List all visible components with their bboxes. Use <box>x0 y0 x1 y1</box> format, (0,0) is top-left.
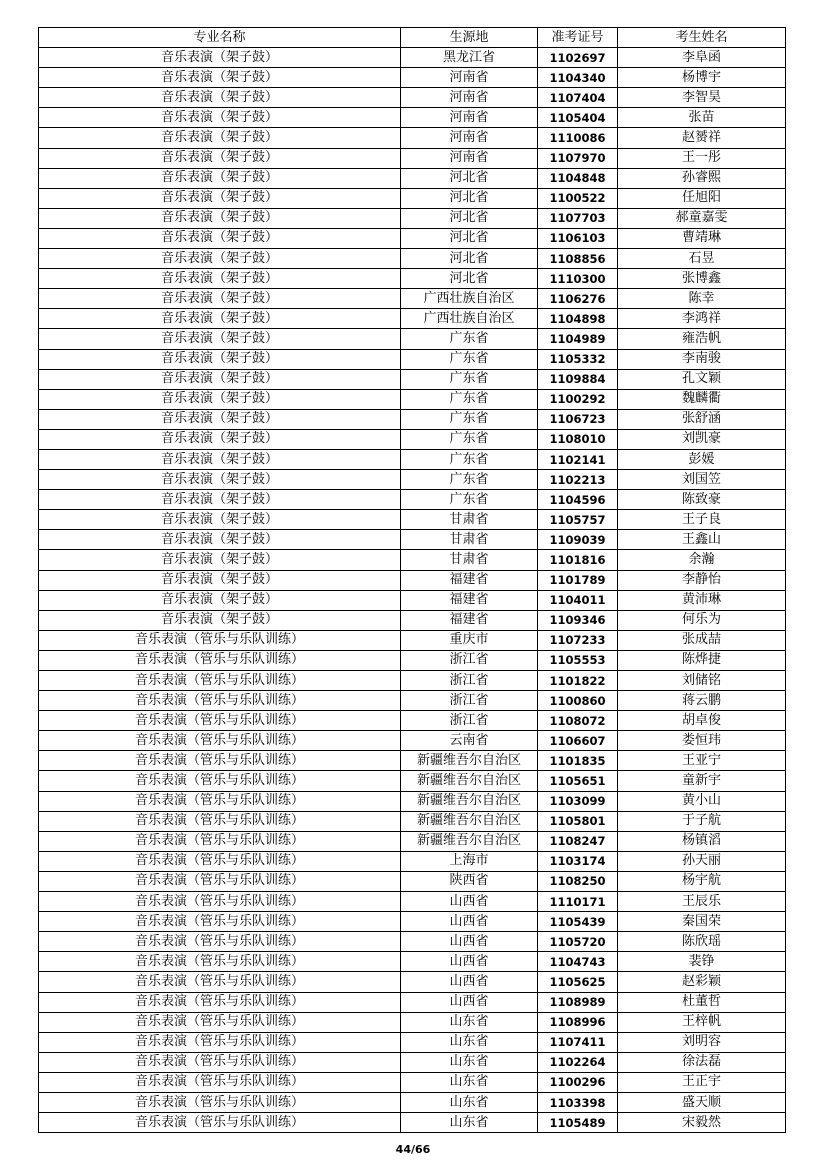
cell-origin: 河北省 <box>401 269 538 289</box>
cell-origin: 浙江省 <box>401 650 538 670</box>
cell-major: 音乐表演（管乐与乐队训练） <box>39 932 401 952</box>
cell-name: 胡卓俊 <box>618 711 786 731</box>
cell-name: 赵彩颖 <box>618 972 786 992</box>
cell-major: 音乐表演（管乐与乐队训练） <box>39 871 401 891</box>
table-row <box>39 148 786 168</box>
cell-major: 音乐表演（管乐与乐队训练） <box>39 952 401 972</box>
cell-origin: 陕西省 <box>401 871 538 891</box>
cell-name: 刘明容 <box>618 1032 786 1052</box>
cell-name: 郝童嘉雯 <box>618 208 786 228</box>
cell-exam-id: 1103174 <box>538 851 618 871</box>
table-row <box>39 128 786 148</box>
cell-name: 刘国笠 <box>618 470 786 490</box>
cell-origin: 山东省 <box>401 1072 538 1092</box>
cell-major: 音乐表演（管乐与乐队训练） <box>39 1072 401 1092</box>
cell-major: 音乐表演（架子鼓） <box>39 329 401 349</box>
cell-major: 音乐表演（管乐与乐队训练） <box>39 771 401 791</box>
cell-major: 音乐表演（架子鼓） <box>39 449 401 469</box>
cell-exam-id: 1108072 <box>538 711 618 731</box>
cell-exam-id: 1105332 <box>538 349 618 369</box>
cell-exam-id: 1107703 <box>538 208 618 228</box>
cell-origin: 山西省 <box>401 972 538 992</box>
cell-origin: 山东省 <box>401 1032 538 1052</box>
cell-origin: 广东省 <box>401 349 538 369</box>
cell-name: 娄恒玮 <box>618 731 786 751</box>
table-row <box>39 1072 786 1092</box>
cell-exam-id: 1101835 <box>538 751 618 771</box>
cell-exam-id: 1105757 <box>538 510 618 530</box>
cell-origin: 河南省 <box>401 108 538 128</box>
table-row <box>39 349 786 369</box>
cell-major: 音乐表演（管乐与乐队训练） <box>39 972 401 992</box>
page-number: 44/66 <box>395 1143 431 1156</box>
cell-exam-id: 1100296 <box>538 1072 618 1092</box>
cell-origin: 广东省 <box>401 329 538 349</box>
cell-exam-id: 1101789 <box>538 570 618 590</box>
cell-exam-id: 1101822 <box>538 671 618 691</box>
cell-name: 徐法磊 <box>618 1052 786 1072</box>
cell-exam-id: 1107411 <box>538 1032 618 1052</box>
cell-name: 刘凯豪 <box>618 429 786 449</box>
cell-exam-id: 1102697 <box>538 48 618 68</box>
cell-exam-id: 1106103 <box>538 228 618 248</box>
cell-name: 王子良 <box>618 510 786 530</box>
cell-name: 裴铮 <box>618 952 786 972</box>
header-major: 专业名称 <box>39 28 401 48</box>
cell-origin: 浙江省 <box>401 691 538 711</box>
cell-name: 彭媛 <box>618 449 786 469</box>
admission-list-table <box>38 27 786 1133</box>
cell-name: 刘储铭 <box>618 671 786 691</box>
table-row <box>39 871 786 891</box>
cell-name: 王一彤 <box>618 148 786 168</box>
cell-major: 音乐表演（管乐与乐队训练） <box>39 751 401 771</box>
cell-major: 音乐表演（架子鼓） <box>39 88 401 108</box>
cell-major: 音乐表演（管乐与乐队训练） <box>39 1032 401 1052</box>
cell-exam-id: 1105489 <box>538 1113 618 1133</box>
cell-exam-id: 1104596 <box>538 490 618 510</box>
table-row <box>39 68 786 88</box>
cell-origin: 河南省 <box>401 68 538 88</box>
cell-name: 张苗 <box>618 108 786 128</box>
cell-name: 孙睿熙 <box>618 168 786 188</box>
cell-name: 童新宇 <box>618 771 786 791</box>
table-row <box>39 570 786 590</box>
cell-exam-id: 1109884 <box>538 369 618 389</box>
cell-exam-id: 1110300 <box>538 269 618 289</box>
cell-origin: 广西壮族自治区 <box>401 309 538 329</box>
cell-exam-id: 1105720 <box>538 932 618 952</box>
cell-name: 陈幸 <box>618 289 786 309</box>
cell-exam-id: 1108989 <box>538 992 618 1012</box>
table-row <box>39 550 786 570</box>
cell-name: 李智昊 <box>618 88 786 108</box>
cell-major: 音乐表演（架子鼓） <box>39 249 401 269</box>
cell-name: 余瀚 <box>618 550 786 570</box>
cell-name: 孔文颖 <box>618 369 786 389</box>
table-row <box>39 972 786 992</box>
table-row <box>39 952 786 972</box>
cell-major: 音乐表演（管乐与乐队训练） <box>39 650 401 670</box>
cell-name: 张博鑫 <box>618 269 786 289</box>
table-row <box>39 791 786 811</box>
table-row <box>39 650 786 670</box>
cell-exam-id: 1104848 <box>538 168 618 188</box>
cell-exam-id: 1104989 <box>538 329 618 349</box>
cell-origin: 浙江省 <box>401 711 538 731</box>
cell-exam-id: 1104898 <box>538 309 618 329</box>
cell-name: 杜董哲 <box>618 992 786 1012</box>
cell-name: 宋毅然 <box>618 1113 786 1133</box>
table-row <box>39 851 786 871</box>
cell-major: 音乐表演（管乐与乐队训练） <box>39 831 401 851</box>
cell-major: 音乐表演（架子鼓） <box>39 128 401 148</box>
cell-major: 音乐表演（架子鼓） <box>39 590 401 610</box>
cell-origin: 甘肃省 <box>401 510 538 530</box>
table-row <box>39 48 786 68</box>
table-row <box>39 449 786 469</box>
cell-major: 音乐表演（架子鼓） <box>39 369 401 389</box>
cell-major: 音乐表演（架子鼓） <box>39 289 401 309</box>
cell-origin: 河北省 <box>401 249 538 269</box>
table-row <box>39 309 786 329</box>
cell-origin: 山东省 <box>401 1113 538 1133</box>
cell-origin: 河北省 <box>401 208 538 228</box>
table-row <box>39 691 786 711</box>
cell-exam-id: 1108247 <box>538 831 618 851</box>
cell-name: 黄小山 <box>618 791 786 811</box>
cell-origin: 山东省 <box>401 1092 538 1112</box>
cell-origin: 广东省 <box>401 369 538 389</box>
cell-major: 音乐表演（管乐与乐队训练） <box>39 630 401 650</box>
cell-origin: 河北省 <box>401 228 538 248</box>
cell-name: 王正宇 <box>618 1072 786 1092</box>
cell-name: 蒋云鹏 <box>618 691 786 711</box>
table-row <box>39 329 786 349</box>
table-row <box>39 269 786 289</box>
table-row <box>39 731 786 751</box>
cell-origin: 广东省 <box>401 490 538 510</box>
cell-exam-id: 1104011 <box>538 590 618 610</box>
cell-exam-id: 1105801 <box>538 811 618 831</box>
cell-origin: 河北省 <box>401 168 538 188</box>
table-row <box>39 208 786 228</box>
cell-origin: 甘肃省 <box>401 550 538 570</box>
cell-origin: 新疆维吾尔自治区 <box>401 751 538 771</box>
cell-origin: 浙江省 <box>401 671 538 691</box>
table-row <box>39 108 786 128</box>
cell-origin: 新疆维吾尔自治区 <box>401 771 538 791</box>
cell-origin: 河南省 <box>401 128 538 148</box>
cell-major: 音乐表演（架子鼓） <box>39 48 401 68</box>
table-row <box>39 1092 786 1112</box>
cell-name: 张成喆 <box>618 630 786 650</box>
cell-name: 陈烨捷 <box>618 650 786 670</box>
table-row <box>39 168 786 188</box>
cell-exam-id: 1108856 <box>538 249 618 269</box>
table-row <box>39 771 786 791</box>
cell-origin: 广西壮族自治区 <box>401 289 538 309</box>
table-row <box>39 1012 786 1032</box>
table-row <box>39 490 786 510</box>
cell-origin: 广东省 <box>401 409 538 429</box>
table-row <box>39 510 786 530</box>
cell-major: 音乐表演（架子鼓） <box>39 108 401 128</box>
cell-major: 音乐表演（架子鼓） <box>39 208 401 228</box>
table-row <box>39 751 786 771</box>
table-row <box>39 610 786 630</box>
cell-name: 孙天丽 <box>618 851 786 871</box>
cell-major: 音乐表演（管乐与乐队训练） <box>39 811 401 831</box>
cell-origin: 云南省 <box>401 731 538 751</box>
cell-origin: 山西省 <box>401 912 538 932</box>
cell-exam-id: 1103099 <box>538 791 618 811</box>
cell-origin: 黑龙江省 <box>401 48 538 68</box>
cell-exam-id: 1108010 <box>538 429 618 449</box>
cell-origin: 新疆维吾尔自治区 <box>401 831 538 851</box>
cell-major: 音乐表演（架子鼓） <box>39 530 401 550</box>
cell-major: 音乐表演（架子鼓） <box>39 429 401 449</box>
cell-exam-id: 1105625 <box>538 972 618 992</box>
cell-exam-id: 1110171 <box>538 892 618 912</box>
header-origin: 生源地 <box>401 28 538 48</box>
cell-exam-id: 1109039 <box>538 530 618 550</box>
header-exam-id: 准考证号 <box>538 28 618 48</box>
cell-major: 音乐表演（架子鼓） <box>39 309 401 329</box>
cell-origin: 河北省 <box>401 188 538 208</box>
table-row <box>39 249 786 269</box>
cell-origin: 新疆维吾尔自治区 <box>401 791 538 811</box>
cell-major: 音乐表演（管乐与乐队训练） <box>39 711 401 731</box>
cell-exam-id: 1100860 <box>538 691 618 711</box>
cell-name: 陈致豪 <box>618 490 786 510</box>
cell-exam-id: 1102264 <box>538 1052 618 1072</box>
cell-origin: 广东省 <box>401 389 538 409</box>
cell-major: 音乐表演（管乐与乐队训练） <box>39 1113 401 1133</box>
cell-origin: 山西省 <box>401 932 538 952</box>
cell-major: 音乐表演（管乐与乐队训练） <box>39 671 401 691</box>
cell-name: 任旭阳 <box>618 188 786 208</box>
cell-origin: 新疆维吾尔自治区 <box>401 811 538 831</box>
cell-origin: 山西省 <box>401 892 538 912</box>
cell-exam-id: 1102141 <box>538 449 618 469</box>
cell-exam-id: 1102213 <box>538 470 618 490</box>
cell-origin: 重庆市 <box>401 630 538 650</box>
cell-origin: 山西省 <box>401 952 538 972</box>
cell-origin: 福建省 <box>401 590 538 610</box>
cell-major: 音乐表演（架子鼓） <box>39 389 401 409</box>
cell-name: 李阜函 <box>618 48 786 68</box>
table-row <box>39 1032 786 1052</box>
table-row <box>39 530 786 550</box>
cell-origin: 上海市 <box>401 851 538 871</box>
cell-origin: 福建省 <box>401 570 538 590</box>
cell-name: 杨镇滔 <box>618 831 786 851</box>
cell-name: 雍浩帆 <box>618 329 786 349</box>
cell-exam-id: 1109346 <box>538 610 618 630</box>
cell-exam-id: 1110086 <box>538 128 618 148</box>
cell-name: 王辰乐 <box>618 892 786 912</box>
table-row <box>39 429 786 449</box>
cell-major: 音乐表演（架子鼓） <box>39 188 401 208</box>
cell-major: 音乐表演（架子鼓） <box>39 409 401 429</box>
table-header-row <box>39 28 786 48</box>
cell-name: 陈欣瑶 <box>618 932 786 952</box>
cell-major: 音乐表演（架子鼓） <box>39 349 401 369</box>
cell-major: 音乐表演（架子鼓） <box>39 470 401 490</box>
cell-name: 杨博宇 <box>618 68 786 88</box>
table-row <box>39 389 786 409</box>
cell-name: 王亚宁 <box>618 751 786 771</box>
cell-exam-id: 1105651 <box>538 771 618 791</box>
cell-name: 王梓帆 <box>618 1012 786 1032</box>
cell-name: 魏麟衢 <box>618 389 786 409</box>
table-row <box>39 289 786 309</box>
cell-name: 曹靖琳 <box>618 228 786 248</box>
cell-origin: 广东省 <box>401 449 538 469</box>
cell-major: 音乐表演（架子鼓） <box>39 148 401 168</box>
cell-exam-id: 1100522 <box>538 188 618 208</box>
cell-major: 音乐表演（管乐与乐队训练） <box>39 691 401 711</box>
cell-name: 杨宇航 <box>618 871 786 891</box>
cell-exam-id: 1103398 <box>538 1092 618 1112</box>
cell-name: 何乐为 <box>618 610 786 630</box>
cell-origin: 河南省 <box>401 88 538 108</box>
cell-origin: 广东省 <box>401 470 538 490</box>
table-row <box>39 811 786 831</box>
table-row <box>39 671 786 691</box>
cell-major: 音乐表演（管乐与乐队训练） <box>39 1012 401 1032</box>
cell-exam-id: 1104340 <box>538 68 618 88</box>
cell-origin: 福建省 <box>401 610 538 630</box>
table-row <box>39 1052 786 1072</box>
cell-exam-id: 1100292 <box>538 389 618 409</box>
table-row <box>39 912 786 932</box>
table-row <box>39 470 786 490</box>
cell-major: 音乐表演（管乐与乐队训练） <box>39 892 401 912</box>
cell-name: 李静怡 <box>618 570 786 590</box>
cell-name: 李鸿祥 <box>618 309 786 329</box>
cell-major: 音乐表演（管乐与乐队训练） <box>39 1092 401 1112</box>
table-row <box>39 409 786 429</box>
cell-name: 石昱 <box>618 249 786 269</box>
cell-exam-id: 1105553 <box>538 650 618 670</box>
table-row <box>39 369 786 389</box>
cell-origin: 广东省 <box>401 429 538 449</box>
cell-major: 音乐表演（管乐与乐队训练） <box>39 912 401 932</box>
cell-name: 李南骏 <box>618 349 786 369</box>
cell-origin: 甘肃省 <box>401 530 538 550</box>
cell-exam-id: 1106276 <box>538 289 618 309</box>
cell-exam-id: 1107404 <box>538 88 618 108</box>
table-row <box>39 630 786 650</box>
cell-major: 音乐表演（架子鼓） <box>39 570 401 590</box>
cell-name: 于子航 <box>618 811 786 831</box>
cell-exam-id: 1108996 <box>538 1012 618 1032</box>
cell-exam-id: 1106723 <box>538 409 618 429</box>
cell-major: 音乐表演（管乐与乐队训练） <box>39 851 401 871</box>
cell-name: 赵赟祥 <box>618 128 786 148</box>
cell-exam-id: 1106607 <box>538 731 618 751</box>
cell-major: 音乐表演（架子鼓） <box>39 228 401 248</box>
table-row <box>39 892 786 912</box>
cell-exam-id: 1108250 <box>538 871 618 891</box>
cell-major: 音乐表演（架子鼓） <box>39 510 401 530</box>
cell-origin: 山东省 <box>401 1052 538 1072</box>
cell-name: 秦国荣 <box>618 912 786 932</box>
cell-major: 音乐表演（架子鼓） <box>39 610 401 630</box>
cell-major: 音乐表演（管乐与乐队训练） <box>39 992 401 1012</box>
cell-exam-id: 1107233 <box>538 630 618 650</box>
cell-origin: 河南省 <box>401 148 538 168</box>
cell-name: 王鑫山 <box>618 530 786 550</box>
table-row <box>39 188 786 208</box>
cell-exam-id: 1101816 <box>538 550 618 570</box>
cell-origin: 山西省 <box>401 992 538 1012</box>
cell-major: 音乐表演（架子鼓） <box>39 550 401 570</box>
cell-exam-id: 1105439 <box>538 912 618 932</box>
cell-name: 黄沛琳 <box>618 590 786 610</box>
cell-exam-id: 1105404 <box>538 108 618 128</box>
table-row <box>39 590 786 610</box>
cell-major: 音乐表演（管乐与乐队训练） <box>39 791 401 811</box>
cell-major: 音乐表演（架子鼓） <box>39 269 401 289</box>
cell-major: 音乐表演（架子鼓） <box>39 490 401 510</box>
table-row <box>39 88 786 108</box>
table-row <box>39 992 786 1012</box>
table-row <box>39 711 786 731</box>
table-row <box>39 932 786 952</box>
table-row <box>39 831 786 851</box>
cell-major: 音乐表演（架子鼓） <box>39 68 401 88</box>
cell-name: 盛天顺 <box>618 1092 786 1112</box>
cell-major: 音乐表演（架子鼓） <box>39 168 401 188</box>
table-row <box>39 228 786 248</box>
cell-major: 音乐表演（管乐与乐队训练） <box>39 1052 401 1072</box>
table-row <box>39 1113 786 1133</box>
cell-name: 张舒涵 <box>618 409 786 429</box>
cell-origin: 山东省 <box>401 1012 538 1032</box>
cell-exam-id: 1107970 <box>538 148 618 168</box>
cell-major: 音乐表演（管乐与乐队训练） <box>39 731 401 751</box>
header-name: 考生姓名 <box>618 28 786 48</box>
cell-exam-id: 1104743 <box>538 952 618 972</box>
